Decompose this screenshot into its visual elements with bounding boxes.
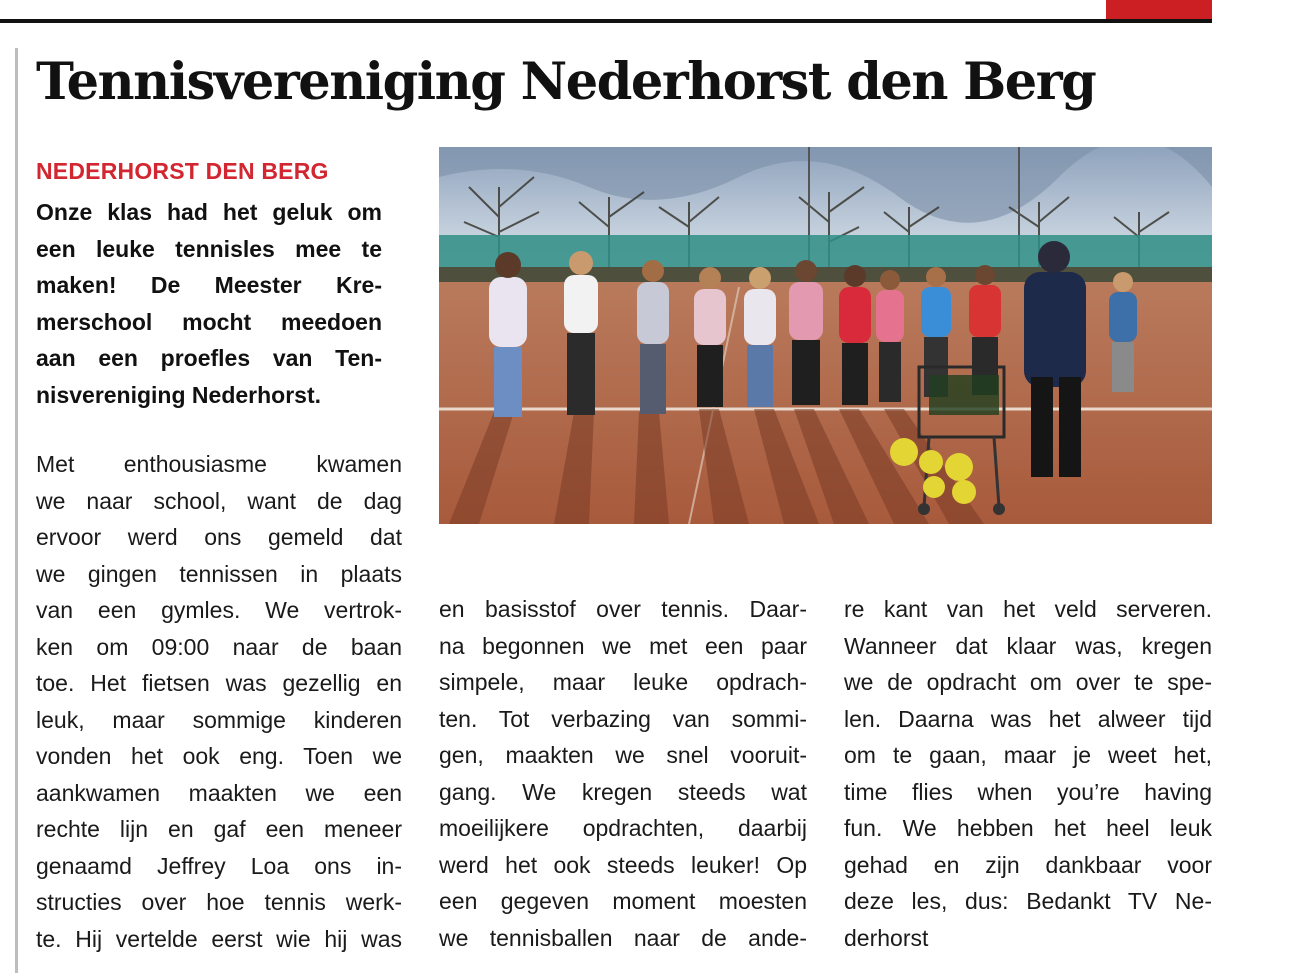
photo-tennis-class	[439, 147, 1212, 524]
body-line: werd het ook steeds leuker! Op	[439, 851, 807, 878]
body-line: derhorst	[844, 924, 929, 951]
lead-line: Onze klas had het geluk om	[36, 199, 382, 225]
body-line: Wanneer dat klaar was, kregen	[844, 632, 1212, 659]
body-line: ten. Tot verbazing van sommi-	[439, 705, 807, 732]
body-line: gehad en zijn dankbaar voor	[844, 851, 1212, 878]
lead-line: aan een proefles van Ten-	[36, 345, 382, 371]
article-headline: Tennisvereniging Nederhorst den Berg	[36, 52, 1096, 112]
body-line: ken om 09:00 naar de baan	[36, 633, 402, 660]
body-line: een gegeven moment moesten	[439, 888, 807, 914]
body-line: fun. We hebben het heel leuk	[844, 815, 1212, 841]
body-line: simpele, maar leuke opdrach-	[439, 669, 807, 695]
column-rule	[15, 48, 18, 973]
body-line: gen, maakten we snel vooruit-	[439, 742, 807, 768]
body-column-1	[36, 446, 402, 957]
body-line: we gingen tennissen in plaats	[36, 560, 402, 587]
body-line: genaamd Jeffrey Loa ons in-	[36, 852, 402, 879]
body-line: aankwamen maakten we een	[36, 779, 402, 806]
body-line: leuk, maar sommige kinderen	[36, 706, 402, 733]
body-line: gang. We kregen steeds wat	[439, 778, 807, 805]
body-line: we tennisballen naar de ande-	[439, 924, 807, 951]
lead-line: nisvereniging Nederhorst.	[36, 381, 322, 408]
article-lead	[36, 194, 382, 413]
body-line: te. Hij vertelde eerst wie hij was	[36, 925, 402, 952]
body-line: na begonnen we met een paar	[439, 632, 807, 659]
body-line: structies over hoe tennis werk-	[36, 889, 402, 915]
top-rule	[0, 19, 1212, 23]
body-line: we naar school, want de dag	[36, 487, 402, 514]
body-column-3	[844, 591, 1212, 956]
body-line: om te gaan, maar je weet het,	[844, 742, 1212, 768]
lead-line: maken! De Meester Kre-	[36, 272, 382, 298]
article-photo	[439, 147, 1212, 524]
body-line: re kant van het veld serveren.	[844, 596, 1212, 622]
dateline: NEDERHORST DEN BERG	[36, 158, 329, 184]
body-line: en basisstof over tennis. Daar-	[439, 596, 807, 622]
lead-line: een leuke tennisles mee te	[36, 235, 382, 262]
body-line: moeilijkere opdrachten, daarbij	[439, 815, 807, 841]
body-line: vonden het ook eng. Toen we	[36, 743, 402, 769]
body-line: deze les, dus: Bedankt TV Ne-	[844, 888, 1212, 914]
body-line: len. Daarna was het alweer tijd	[844, 705, 1212, 732]
body-line: time flies when you’re having	[844, 778, 1212, 805]
lead-line: merschool mocht meedoen	[36, 308, 382, 335]
body-line: toe. Het fietsen was gezellig en	[36, 670, 402, 696]
body-line: rechte lijn en gaf een meneer	[36, 816, 402, 842]
body-line: Met enthousiasme kwamen	[36, 451, 402, 477]
body-line: van een gymles. We vertrok-	[36, 597, 402, 623]
body-line: ervoor werd ons gemeld dat	[36, 524, 402, 550]
body-line: we de opdracht om over te spe-	[844, 669, 1212, 695]
body-column-2	[439, 591, 807, 956]
section-tab	[1106, 0, 1212, 19]
